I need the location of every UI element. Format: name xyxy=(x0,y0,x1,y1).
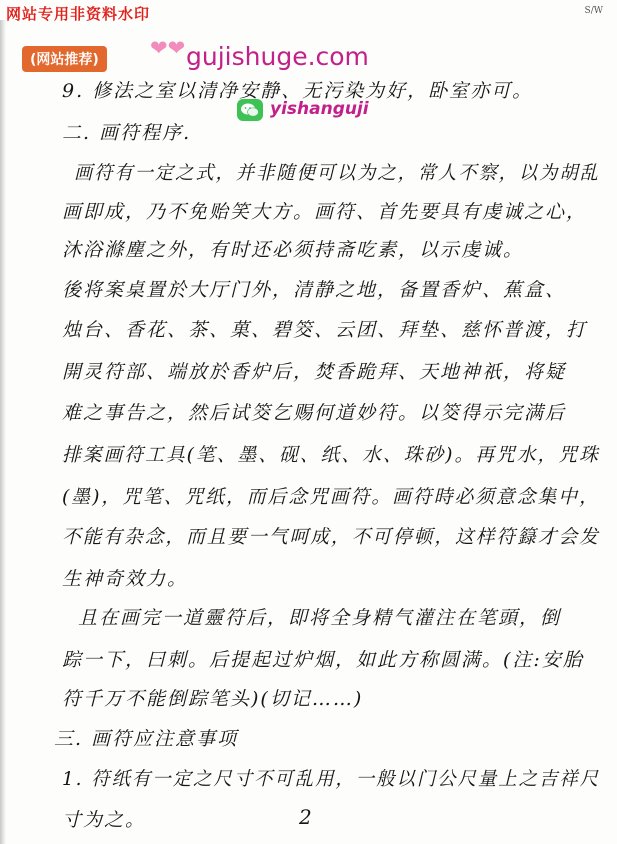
corner-mark: S/W xyxy=(584,6,603,16)
text-line: 烛台、香花、茶、菓、碧筊、云团、拜垫、慈怀普渡，打 xyxy=(62,319,588,341)
text-line: 画符有一定之式，并非随便可以为之，常人不察，以为胡乱 xyxy=(74,162,600,184)
text-line: 寸为之。 xyxy=(62,809,147,831)
text-line: 排案画符工具(笔、墨、砚、纸、水、珠砂)。再咒水，咒珠 xyxy=(62,444,600,466)
text-line: 9. 修法之室以清净安静、无污染为好，卧室亦可。 xyxy=(62,80,534,102)
section-heading: 二. 画符程序. xyxy=(62,122,192,144)
hearts-icon: ❤❤ xyxy=(150,36,186,60)
wechat-id-text: yishanguji xyxy=(270,99,369,119)
site-url-link[interactable]: gujishuge.com xyxy=(186,42,369,71)
page-binding-shadow xyxy=(0,20,6,844)
text-line: 沐浴滌塵之外，有时还必须持斋吃素，以示虔诚。 xyxy=(62,239,525,261)
text-line: 且在画完一道靈符后，即将全身精气灌注在笔頭，倒 xyxy=(78,607,562,629)
page-number: 2 xyxy=(299,805,312,829)
section-heading: 三. 画符应注意事项 xyxy=(54,728,239,750)
text-line: 不能有杂念，而且要一气呵成，不可停顿，这样符籙才会发 xyxy=(62,526,600,548)
site-recommend-badge[interactable]: (网站推荐) xyxy=(22,46,107,72)
watermark-banner: 网站专用非资料水印 xyxy=(6,5,151,23)
text-line: (墨)，咒笔、咒纸，而后念咒画符。画符時必须意念集中， xyxy=(62,486,600,508)
text-line: 符千万不能倒踪笔头)(切记……) xyxy=(62,688,364,710)
text-line: 開灵符部、端放於香炉后，焚香跪拜、天地神祇，将疑 xyxy=(62,361,567,383)
text-line: 1. 符纸有一定之尺寸不可乱用，一般以门公尺量上之吉祥尺 xyxy=(62,768,600,790)
text-line: 踪一下，曰刺。后提起过炉烟，如此方称圆满。(注:安胎 xyxy=(62,649,584,671)
text-line: 後将案桌置於大厅门外，清静之地，备置香炉、蕉盒、 xyxy=(62,279,567,301)
text-line: 难之事告之，然后试筊乞赐何道妙符。以筊得示完满后 xyxy=(62,402,567,424)
text-line: 画即成，乃不免贻笑大方。画符、首先要具有虔诚之心， xyxy=(62,201,588,223)
text-line: 生神奇效力。 xyxy=(62,568,189,590)
